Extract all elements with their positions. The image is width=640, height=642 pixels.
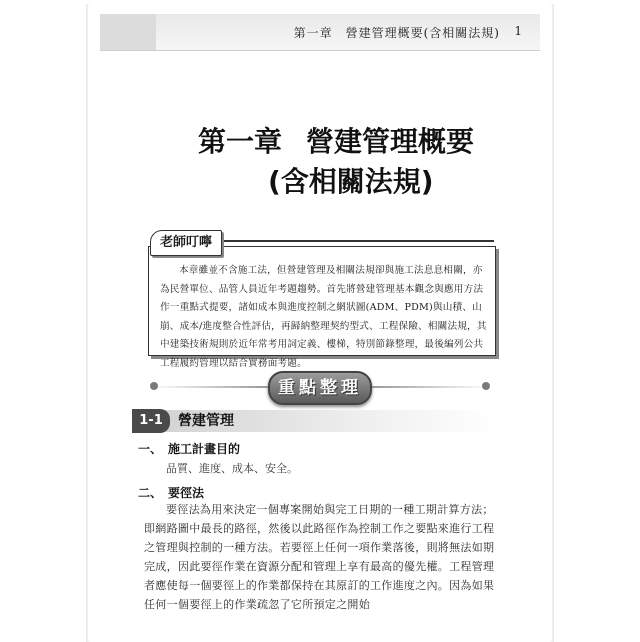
teacher-box-label: 老師叮嚀 xyxy=(150,230,222,256)
subsection-1-heading xyxy=(138,440,240,457)
section-number: 1-1 xyxy=(132,409,170,433)
subsection-2-marker: 二、 xyxy=(138,486,163,500)
teacher-note-text: 本章雖並不含施工法，但營建管理及相關法規卻與施工法息息相關，亦為民營單位、品管人員近年考題趨勢。首先將營建管理基本觀念與應用方法作一重點式提要，諸如成本與進度控制之網狀圖(ADM、PDM)與山積、山崩、成本/進度整合性評估，再歸納整理契約型式、工程保險、相關法規，其中建築技術規則於近年常考用詞定義、樓梯，特別節錄整理，最後編列公共工程履約管理以結合實務面考題。 xyxy=(160,265,487,369)
running-header xyxy=(100,14,540,51)
chapter-label: 第一章 xyxy=(198,125,283,158)
section-title: 營建管理 xyxy=(178,413,234,429)
key-summary-text: 重點整理 xyxy=(278,378,362,398)
banner-right-dot xyxy=(482,382,490,390)
teacher-box-top-rule xyxy=(222,240,494,242)
subsection-2-heading xyxy=(138,484,204,501)
header-tab-decoration xyxy=(100,14,156,50)
chapter-title-line1 xyxy=(198,120,474,160)
chapter-name: 營建管理概要 xyxy=(306,125,475,158)
subsection-1-body: 品質、進度、成本、安全。 xyxy=(166,462,298,475)
running-title: 第一章 營建管理概要(含相關法規) xyxy=(293,26,500,40)
subsection-2-title: 要徑法 xyxy=(168,486,205,500)
key-summary-banner xyxy=(268,371,372,405)
chapter-subtitle: (含相關法規) xyxy=(268,165,434,198)
banner-left-dot xyxy=(150,382,158,390)
subsection-1-title: 施工計畫目的 xyxy=(168,442,241,456)
page-number: 1 xyxy=(514,24,522,38)
subsection-2-body: 要徑法為用來決定一個專案開始與完工日期的一種工期計算方法；即網路圖中最長的路徑，然後以此路徑作為控制工作之要點來進行工程之管理與控制的一種方法。若要徑上任何一項作業落後，則將無法如期完成，因此要徑作業在資源分配和管理上享有最高的優先權。工程管理者應使每一個要徑上的作業都保持在其原訂的工作進度之內。因為如果任何一個要徑上的作業疏忽了它所預定之開始 xyxy=(144,503,495,611)
subsection-1-marker: 一、 xyxy=(138,442,163,456)
